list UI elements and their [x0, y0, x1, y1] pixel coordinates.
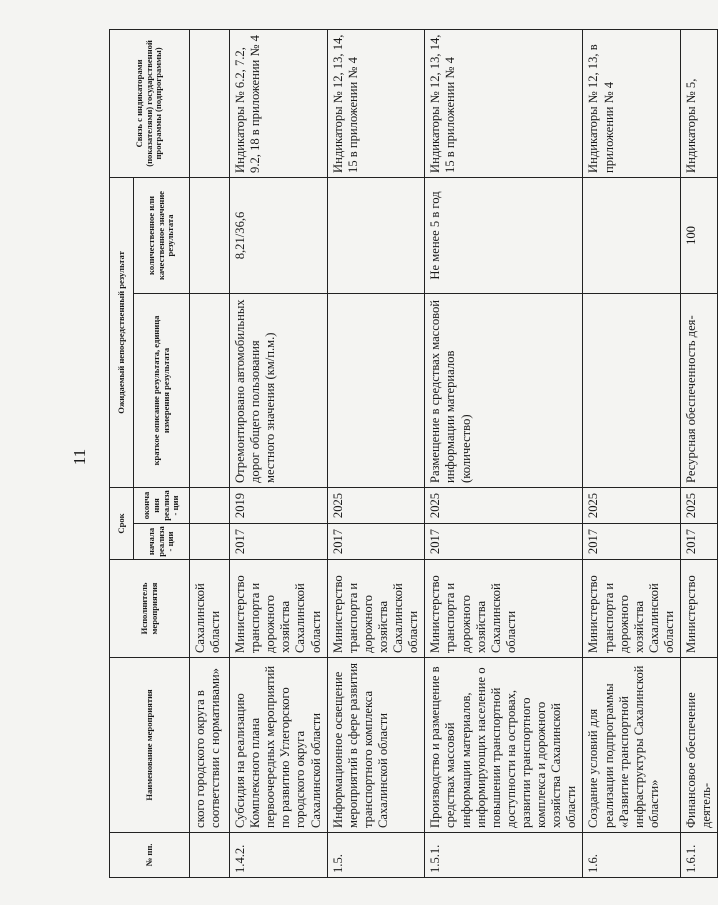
cell-end: 2025 — [583, 487, 681, 523]
page-number: 11 — [70, 448, 89, 466]
cell-executor: Министерство транспорта и дорожного хозяйства Сахалинской области — [425, 560, 583, 658]
cell-num: 1.5. — [327, 833, 425, 878]
cell-desc: Ресурсная обеспеченность дея- — [681, 293, 718, 487]
table-row — [327, 29, 425, 877]
cell-value: 100 — [681, 177, 718, 293]
cell-value — [190, 177, 230, 293]
cell-value: 8,21/36,6 — [230, 177, 328, 293]
cell-executor: Министерство транспорта и дорожного хозяйства Сахалинской области — [230, 560, 328, 658]
cell-desc — [327, 293, 425, 487]
measures-table — [109, 29, 718, 878]
cell-name: Субсидия на реализацию Комплексного плана первоочередных мероприятий по развитию Углегорского городского округа Сахалинской области — [230, 658, 328, 833]
rotated-table-container — [109, 30, 714, 878]
cell-executor: Министерство транспорта и дорожного хозяйства Сахалинской области — [327, 560, 425, 658]
cell-num — [190, 833, 230, 878]
header-term: Срок — [110, 487, 134, 559]
cell-name: Финансовое обеспечение деятель- — [681, 658, 718, 833]
cell-end: 2025 — [425, 487, 583, 523]
cell-desc: Отремонтировано автомобильных дорог общего пользования местного значения (км/п.м.) — [230, 293, 328, 487]
cell-name: Информационное освещение мероприятий в сфере развития транспортного комплекса Сахалинской области — [327, 658, 425, 833]
table-row — [583, 29, 681, 877]
cell-executor: Сахалинской области — [190, 560, 230, 658]
header-link: Связь с индикаторами (показателями) государственной программы (подпрограммы) — [110, 29, 190, 177]
cell-start: 2017 — [425, 524, 583, 560]
cell-value: Не менее 5 в год — [425, 177, 583, 293]
cell-name: Производство и размещение в средствах массовой информации материалов, информирующих население о повышении транспортной доступности на островах, развитии транспортного комплекса и дорожного хозяйства Сахалинской области — [425, 658, 583, 833]
cell-num: 1.6.1. — [681, 833, 718, 878]
cell-executor: Министерство — [681, 560, 718, 658]
cell-value — [583, 177, 681, 293]
table-row — [681, 29, 718, 877]
cell-end: 2025 — [681, 487, 718, 523]
header-expected: Ожидаемый непосредственный результат — [110, 177, 134, 487]
header-name: Наименование мероприятия — [110, 658, 190, 833]
cell-link: Индикаторы № 12, 13, 14, 15 в приложении № 4 — [425, 29, 583, 177]
cell-num: 1.5.1. — [425, 833, 583, 878]
cell-num: 1.4.2. — [230, 833, 328, 878]
header-expected-desc: краткое описание результата, единица измерения результата — [134, 293, 190, 487]
cell-link — [190, 29, 230, 177]
header-num: № пп. — [110, 833, 190, 878]
cell-link: Индикаторы № 12, 13, в приложении № 4 — [583, 29, 681, 177]
cell-executor: Министерство транспорта и дорожного хозяйства Сахалинской области — [583, 560, 681, 658]
cell-num: 1.6. — [583, 833, 681, 878]
header-expected-value: количественное или качественное значение результата — [134, 177, 190, 293]
table-row — [425, 29, 583, 877]
cell-link: Индикаторы № 12, 13, 14, 15 в приложении № 4 — [327, 29, 425, 177]
table-row — [190, 29, 230, 877]
cell-end: 2019 — [230, 487, 328, 523]
cell-desc — [190, 293, 230, 487]
cell-link: Индикаторы № 5, — [681, 29, 718, 177]
header-executor: Исполнитель мероприятия — [110, 560, 190, 658]
cell-desc: Размещение в средствах массовой информации материалов (количество) — [425, 293, 583, 487]
cell-start — [190, 524, 230, 560]
header-term-end: окончания реализа- ции — [134, 487, 190, 523]
cell-start: 2017 — [681, 524, 718, 560]
cell-start: 2017 — [230, 524, 328, 560]
cell-end: 2025 — [327, 487, 425, 523]
cell-end — [190, 487, 230, 523]
cell-start: 2017 — [583, 524, 681, 560]
cell-value — [327, 177, 425, 293]
header-term-start: начала реализа- ции — [134, 524, 190, 560]
cell-start: 2017 — [327, 524, 425, 560]
table-row — [230, 29, 328, 877]
cell-link: Индикаторы № 6.2, 7.2, 9.2, 18 в приложении № 4 — [230, 29, 328, 177]
cell-name: Создание условий для реализации подпрограммы «Развитие транспортной инфраструктуры Сахалинской области» — [583, 658, 681, 833]
cell-name: ского городского округа в соответствии с нормативами» — [190, 658, 230, 833]
cell-desc — [583, 293, 681, 487]
